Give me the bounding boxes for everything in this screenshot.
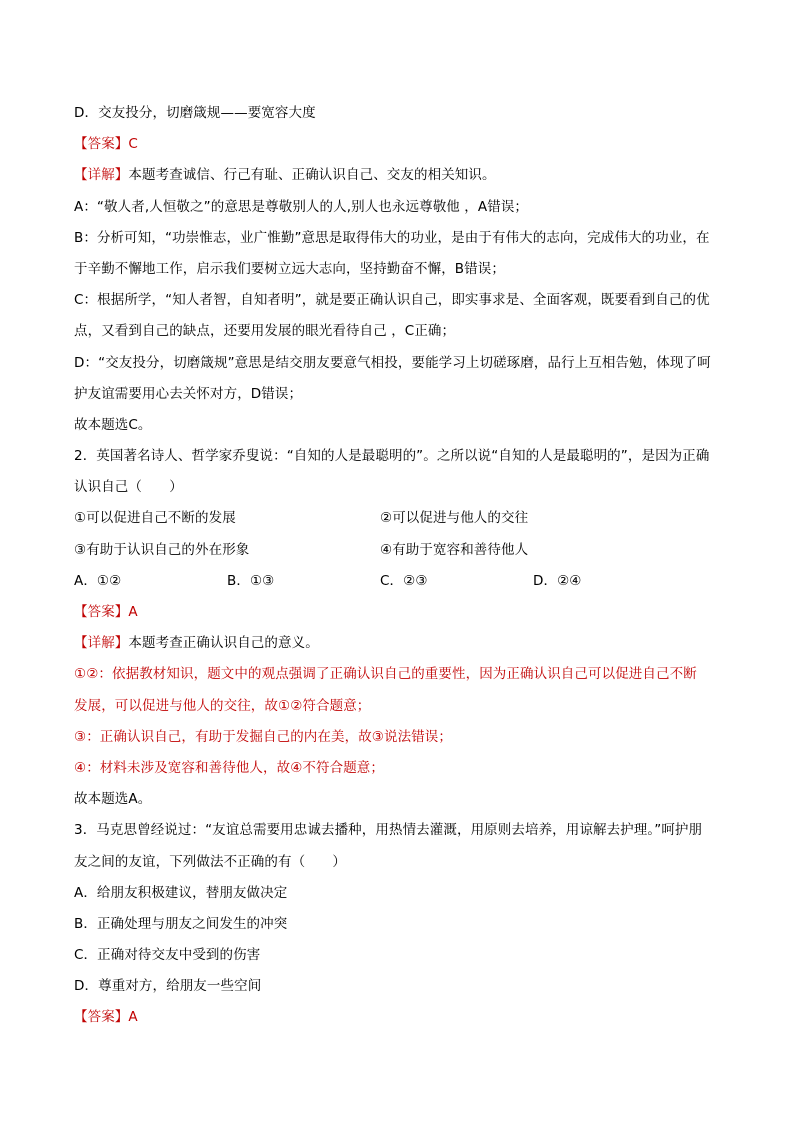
option-d-q1: D．交友投分，切磨箴规——要宽容大度 bbox=[74, 105, 316, 121]
answer-tag: 【答案】 bbox=[74, 1009, 129, 1026]
option-b-q3: B．正确处理与朋友之间发生的冲突 bbox=[74, 915, 288, 932]
answer-q2 bbox=[74, 597, 726, 628]
answer-q3 bbox=[74, 1002, 726, 1033]
explain-line: 护友谊需要用心去关怀对方，D错误； bbox=[74, 385, 303, 402]
option-c-q3: C．正确对待交友中受到的伤害 bbox=[74, 947, 261, 964]
document-page bbox=[74, 98, 726, 1034]
explain-line: B：分析可知，“功崇惟志，业广惟勤”意思是取得伟大的功业，是由于有伟大的志向，完成伟大的功业，在 bbox=[74, 229, 710, 246]
statement-2: ②可以促进与他人的交往 bbox=[380, 510, 529, 527]
question-3: 3．马克思曾经说过：“友谊总需要用忠诚去播种，用热情去灌溉，用原则去培养，用谅解去护理。”呵护朋 bbox=[74, 822, 703, 839]
option-c: C．②③ bbox=[380, 572, 428, 589]
explain-q1 bbox=[74, 160, 726, 191]
explain-line-red: ①②：依据教材知识，题文中的观点强调了正确认识自己的重要性，因为正确认识自己可以促进自己不断 bbox=[74, 666, 697, 683]
explain-tag: 【详解】 bbox=[74, 635, 129, 652]
options-row-q2 bbox=[74, 566, 726, 597]
answer-value: A bbox=[128, 1009, 138, 1026]
answer-tag: 【答案】 bbox=[74, 604, 129, 620]
explain-line: C：根据所学，“知人者智，自知者明”，就是要正确认识自己，即实事求是、全面客观，既要看到自己的优 bbox=[74, 292, 710, 309]
explain-text: 本题考查诚信、行己有耻、正确认识自己、交友的相关知识。 bbox=[128, 167, 496, 184]
answer-tag: 【答案】 bbox=[74, 136, 129, 153]
explain-line-red: ③：正确认识自己，有助于发掘自己的内在美，故③说法错误； bbox=[74, 728, 453, 745]
explain-line: 于辛勤不懈地工作，启示我们要树立远大志向，坚持勤奋不懈，B错误； bbox=[74, 260, 505, 277]
statement-1: ①可以促进自己不断的发展 bbox=[74, 510, 236, 527]
option-d-q3: D．尊重对方，给朋友一些空间 bbox=[74, 978, 262, 995]
option-a: A．①② bbox=[74, 572, 122, 589]
answer-value: C bbox=[128, 136, 138, 153]
statement-3: ③有助于认识自己的外在形象 bbox=[74, 541, 250, 558]
option-d: D．②④ bbox=[533, 572, 582, 589]
explain-line: A：“敬人者,人恒敬之”的意思是尊敬别人的人,别人也永远尊敬他 ，A错误； bbox=[74, 198, 529, 215]
explain-q2 bbox=[74, 628, 726, 659]
statement-row bbox=[74, 503, 726, 534]
conclusion-q1: 故本题选C。 bbox=[74, 416, 152, 433]
explain-tag: 【详解】 bbox=[74, 167, 129, 184]
option-a-q3: A．给朋友积极建议，替朋友做决定 bbox=[74, 884, 288, 901]
question-2-cont: 认识自己（ ） bbox=[74, 479, 183, 496]
explain-line-red: ④：材料未涉及宽容和善待他人，故④不符合题意； bbox=[74, 759, 385, 776]
conclusion-q2: 故本题选A。 bbox=[74, 791, 152, 808]
explain-line: 点，又看到自己的缺点，还要用发展的眼光看待自己 ，C正确； bbox=[74, 323, 456, 340]
answer-value: A bbox=[128, 604, 138, 620]
explain-line-red: 发展，可以促进与他人的交往，故①②符合题意； bbox=[74, 697, 371, 714]
answer-q1 bbox=[74, 129, 726, 160]
question-3-cont: 友之间的友谊，下列做法不正确的有（ ） bbox=[74, 853, 346, 870]
explain-text: 本题考查正确认识自己的意义。 bbox=[128, 635, 319, 652]
explain-line: D：“交友投分，切磨箴规”意思是结交朋友要意气相投，要能学习上切磋琢磨，品行上互相告勉，体现了呵 bbox=[74, 354, 711, 371]
statement-4: ④有助于宽容和善待他人 bbox=[380, 541, 529, 558]
statement-row bbox=[74, 535, 726, 566]
option-b: B．①③ bbox=[227, 572, 275, 589]
question-2: 2．英国著名诗人、哲学家乔叟说：“自知的人是最聪明的”。之所以说“自知的人是最聪明的”，是因为正确 bbox=[74, 448, 710, 465]
